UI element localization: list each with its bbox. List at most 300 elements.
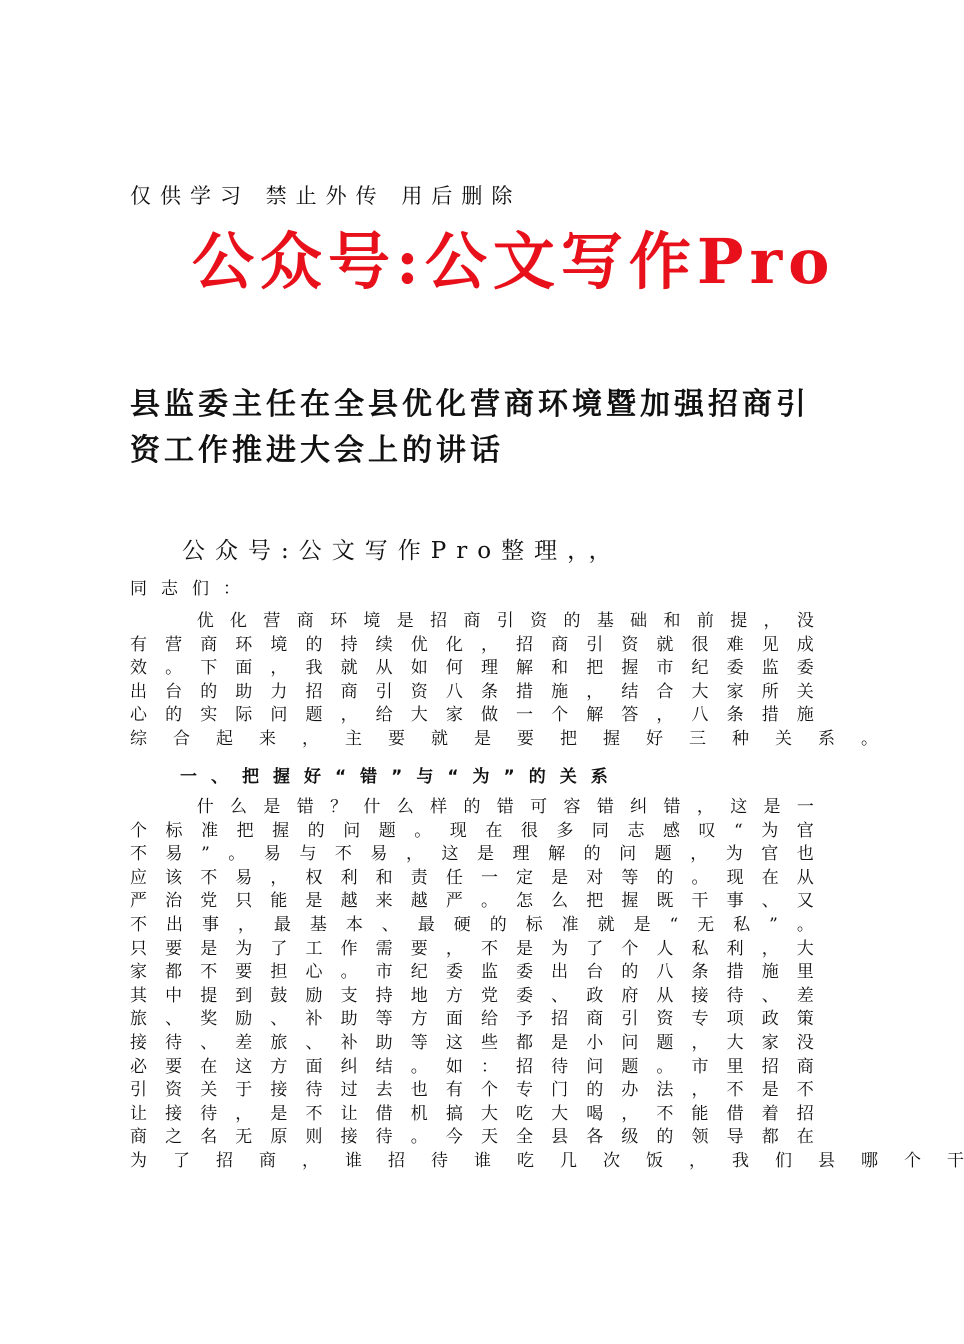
- text-char: 几: [560, 1150, 577, 1171]
- text-char: ，: [621, 1103, 639, 1124]
- text-line: [130, 961, 814, 985]
- text-char: 招: [305, 681, 323, 702]
- text-char: 结: [375, 1056, 393, 1077]
- text-char: 饭: [646, 1150, 663, 1171]
- text-char: 作: [340, 938, 358, 959]
- text-line: [130, 938, 814, 962]
- text-char: 谁: [474, 1150, 491, 1171]
- text-char: ，: [270, 867, 288, 888]
- text-char: 。: [796, 914, 814, 935]
- text-char: 条: [726, 705, 744, 726]
- text-char: ，: [302, 728, 319, 749]
- text-char: 题: [378, 820, 396, 841]
- text-char: 地: [410, 985, 428, 1006]
- text-char: 面: [445, 1009, 463, 1030]
- text-char: 个: [621, 938, 639, 959]
- text-char: 、: [305, 1032, 323, 1053]
- text-char: ？: [330, 797, 348, 817]
- text-char: 题: [656, 1032, 674, 1053]
- text-char: 把: [586, 658, 604, 679]
- text-char: 助: [235, 681, 253, 702]
- text-char: 施: [796, 705, 814, 726]
- text-char: 标: [525, 914, 543, 935]
- text-line: [130, 728, 878, 752]
- text-char: 和: [663, 611, 681, 631]
- text-line: [130, 1103, 814, 1127]
- text-char: 错: [596, 797, 614, 817]
- text-char: 严: [130, 891, 147, 912]
- text-char: ，: [761, 938, 779, 959]
- text-char: 大: [796, 938, 814, 959]
- text-char: 和: [375, 867, 393, 888]
- text-char: 把: [236, 820, 254, 841]
- text-char: 办: [621, 1080, 639, 1101]
- text-char: 不: [796, 1080, 814, 1101]
- text-char: 从: [656, 985, 674, 1006]
- text-char: 出: [551, 962, 569, 983]
- text-char: 是: [633, 914, 651, 935]
- text-char: 这: [445, 1032, 463, 1053]
- text-char: 严: [445, 891, 463, 912]
- text-char: 题: [654, 844, 672, 865]
- text-char: 条: [480, 681, 498, 702]
- text-char: 种: [732, 728, 749, 749]
- text-char: 小: [586, 1032, 604, 1053]
- text-char: 招: [516, 1056, 534, 1077]
- text-char: 错: [663, 797, 681, 817]
- text-char: 大: [410, 705, 428, 726]
- text-char: 很: [520, 820, 538, 841]
- text-char: 让: [340, 1103, 358, 1124]
- text-char: 台: [165, 681, 183, 702]
- text-char: 和: [551, 658, 569, 679]
- text-char: 过: [340, 1080, 358, 1101]
- text-char: 了: [173, 1150, 190, 1171]
- text-char: 支: [340, 985, 358, 1006]
- text-char: 于: [235, 1080, 253, 1101]
- text-char: 招: [516, 634, 534, 655]
- paragraph-2: [130, 796, 964, 1174]
- text-char: 最: [273, 914, 291, 935]
- text-char: 易: [165, 844, 183, 865]
- text-char: 答: [621, 705, 639, 726]
- text-char: 在: [796, 1127, 814, 1148]
- text-char: 全: [516, 1127, 534, 1148]
- text-char: 是: [305, 891, 323, 912]
- text-char: 是: [516, 938, 534, 959]
- text-char: 待: [165, 1032, 183, 1053]
- text-char: 续: [375, 634, 393, 655]
- text-char: 都: [516, 1032, 534, 1053]
- text-char: 做: [480, 705, 498, 726]
- text-char: 家: [445, 705, 463, 726]
- text-char: 来: [259, 728, 276, 749]
- text-char: 环: [235, 634, 253, 655]
- text-char: 来: [375, 891, 393, 912]
- text-char: 我: [305, 658, 323, 679]
- text-char: 的: [656, 1127, 674, 1148]
- text-char: ”: [201, 844, 210, 865]
- text-char: 的: [165, 705, 183, 726]
- text-char: 有: [130, 634, 147, 655]
- text-char: 招: [761, 1056, 779, 1077]
- text-char: 吃: [517, 1150, 534, 1171]
- source-line: 公众号:公文写作Pro整理，，: [182, 538, 622, 564]
- text-char: 利: [726, 938, 744, 959]
- text-char: 化: [445, 634, 463, 655]
- text-char: 。: [656, 1056, 674, 1077]
- text-char: 让: [130, 1103, 147, 1124]
- text-char: 、: [381, 914, 399, 935]
- text-char: 心: [130, 705, 147, 726]
- text-char: 这: [235, 1056, 253, 1077]
- text-char: 怎: [516, 891, 534, 912]
- text-char: 任: [445, 867, 463, 888]
- text-char: 同: [591, 820, 609, 841]
- text-char: 标: [165, 820, 183, 841]
- text-char: 都: [165, 962, 183, 983]
- text-char: 八: [656, 962, 674, 983]
- text-char: 委: [796, 658, 814, 679]
- text-char: 商: [130, 1127, 147, 1148]
- text-char: 委: [445, 962, 463, 983]
- text-char: 委: [516, 985, 534, 1006]
- text-char: 家: [726, 681, 744, 702]
- text-char: 到: [235, 985, 253, 1006]
- text-char: 。: [410, 1127, 428, 1148]
- text-char: 差: [796, 985, 814, 1006]
- text-char: 握: [621, 891, 639, 912]
- text-char: 不: [200, 962, 218, 983]
- text-char: 责: [410, 867, 428, 888]
- text-line: [130, 610, 814, 634]
- text-char: 资: [410, 681, 428, 702]
- text-char: 境: [363, 611, 381, 631]
- text-char: 商: [296, 611, 314, 631]
- text-char: 易: [370, 844, 388, 865]
- text-char: ，: [235, 1103, 253, 1124]
- text-char: 优: [410, 634, 428, 655]
- text-char: 官: [796, 820, 814, 841]
- text-char: 接: [165, 1103, 183, 1124]
- text-char: 难: [726, 634, 744, 655]
- text-char: 里: [796, 962, 814, 983]
- text-char: 励: [235, 1009, 253, 1030]
- text-char: 引: [375, 681, 393, 702]
- text-char: 引: [496, 611, 514, 631]
- text-char: 商: [796, 1056, 814, 1077]
- text-char: 招: [216, 1150, 233, 1171]
- text-char: 为: [725, 844, 743, 865]
- text-char: 。: [165, 658, 183, 679]
- text-char: 如: [445, 1056, 463, 1077]
- text-char: 的: [563, 611, 581, 631]
- text-line: [130, 843, 814, 867]
- text-char: 不: [130, 914, 147, 935]
- text-char: 综: [130, 728, 147, 749]
- text-char: 监: [761, 658, 779, 679]
- text-char: 一: [480, 867, 498, 888]
- text-char: 个: [130, 820, 147, 841]
- text-char: “: [669, 914, 679, 935]
- text-char: 持: [340, 634, 358, 655]
- text-char: 专: [691, 1009, 709, 1030]
- text-char: 。: [228, 844, 246, 865]
- salutation: 同志们：: [130, 579, 254, 599]
- text-char: 只: [130, 938, 147, 959]
- text-char: 什: [363, 797, 381, 817]
- text-char: 予: [516, 1009, 534, 1030]
- text-char: 接: [130, 1032, 147, 1053]
- text-char: 权: [305, 867, 323, 888]
- text-char: 县: [551, 1127, 569, 1148]
- text-char: 志: [627, 820, 645, 841]
- text-char: 党: [480, 985, 498, 1006]
- text-char: 。: [340, 962, 358, 983]
- text-char: 问: [619, 844, 637, 865]
- text-char: [130, 610, 147, 634]
- text-char: 的: [656, 867, 674, 888]
- text-char: 一: [796, 797, 814, 817]
- text-char: 商: [586, 1009, 604, 1030]
- text-char: 么: [551, 891, 569, 912]
- text-char: 越: [340, 891, 358, 912]
- text-char: 问: [586, 1056, 604, 1077]
- text-char: 委: [726, 658, 744, 679]
- text-char: 大: [551, 1103, 569, 1124]
- text-char: 结: [621, 681, 639, 702]
- text-char: 担: [270, 962, 288, 983]
- text-char: 等: [375, 1009, 393, 1030]
- text-char: 必: [130, 1056, 147, 1077]
- text-char: 台: [586, 962, 604, 983]
- text-char: 面: [305, 1056, 323, 1077]
- text-char: 励: [305, 985, 323, 1006]
- text-char: 握: [621, 658, 639, 679]
- text-char: 无: [235, 1127, 253, 1148]
- text-char: 样: [430, 797, 448, 817]
- text-char: 资: [165, 1080, 183, 1101]
- text-char: 下: [200, 658, 218, 679]
- text-char: 也: [410, 1080, 428, 1101]
- text-char: 待: [726, 985, 744, 1006]
- text-char: 见: [761, 634, 779, 655]
- text-char: 、: [761, 891, 779, 912]
- text-char: 大: [691, 681, 709, 702]
- text-char: 营: [263, 611, 281, 631]
- text-char: 错: [296, 797, 314, 817]
- text-char: 现: [726, 867, 744, 888]
- text-char: 要: [235, 962, 253, 983]
- text-char: 化: [230, 611, 248, 631]
- text-char: ，: [302, 1150, 319, 1171]
- text-char: 越: [410, 891, 428, 912]
- notice-text: 仅供学习 禁止外传 用后删除: [130, 184, 522, 208]
- text-char: 要: [410, 938, 428, 959]
- text-char: 在: [200, 1056, 218, 1077]
- text-char: 就: [431, 728, 448, 749]
- text-char: ，: [691, 1032, 709, 1053]
- text-char: 什: [196, 797, 214, 817]
- text-char: 是: [551, 1032, 569, 1053]
- text-char: 关: [796, 681, 814, 702]
- text-char: 是: [263, 797, 281, 817]
- text-char: 定: [516, 867, 534, 888]
- text-char: 家: [130, 962, 147, 983]
- text-char: [163, 610, 180, 634]
- text-char: 基: [596, 611, 614, 631]
- text-char: 前: [696, 611, 714, 631]
- text-char: 易: [235, 867, 253, 888]
- text-char: 。: [410, 1056, 428, 1077]
- text-char: 本: [345, 914, 363, 935]
- text-char: 商: [340, 681, 358, 702]
- text-char: 旅: [270, 1032, 288, 1053]
- text-char: 解: [548, 844, 566, 865]
- text-char: 喝: [586, 1103, 604, 1124]
- text-line: [130, 657, 814, 681]
- text-char: 次: [603, 1150, 620, 1171]
- text-char: 如: [410, 658, 428, 679]
- text-char: 基: [309, 914, 327, 935]
- text-char: 接: [691, 985, 709, 1006]
- text-char: 官: [761, 844, 779, 865]
- text-char: 效: [130, 658, 147, 679]
- text-char: 八: [691, 705, 709, 726]
- text-char: 个: [551, 705, 569, 726]
- text-char: 利: [340, 867, 358, 888]
- text-char: 等: [621, 867, 639, 888]
- text-char: 去: [375, 1080, 393, 1101]
- text-char: 领: [691, 1127, 709, 1148]
- text-char: 事: [201, 914, 219, 935]
- text-char: ，: [691, 1080, 709, 1101]
- text-char: “: [734, 820, 743, 841]
- text-char: 问: [270, 705, 288, 726]
- text-char: 是: [477, 844, 495, 865]
- text-char: 府: [621, 985, 639, 1006]
- text-char: 理: [480, 658, 498, 679]
- text-char: 与: [299, 844, 317, 865]
- text-char: 机: [410, 1103, 428, 1124]
- text-char: 方: [410, 1009, 428, 1030]
- text-char: 合: [656, 681, 674, 702]
- text-char: 解: [586, 705, 604, 726]
- text-char: 差: [235, 1032, 253, 1053]
- text-char: 商: [200, 634, 218, 655]
- text-char: 施: [761, 962, 779, 983]
- text-char: 借: [726, 1103, 744, 1124]
- text-char: 不: [200, 867, 218, 888]
- text-char: 治: [165, 891, 183, 912]
- text-char: 大: [726, 1032, 744, 1053]
- text-char: 既: [656, 891, 674, 912]
- text-line: [130, 1056, 814, 1080]
- text-char: ，: [480, 634, 498, 655]
- text-char: 准: [561, 914, 579, 935]
- text-char: 。: [691, 867, 709, 888]
- text-char: 了: [586, 938, 604, 959]
- text-char: 纠: [340, 1056, 358, 1077]
- text-char: 补: [340, 1032, 358, 1053]
- text-char: 为: [551, 938, 569, 959]
- text-char: 给: [480, 1009, 498, 1030]
- text-char: 引: [130, 1080, 147, 1101]
- text-char: 不: [480, 938, 498, 959]
- text-char: 在: [761, 867, 779, 888]
- text-char: 容: [563, 797, 581, 817]
- text-char: ，: [696, 797, 714, 817]
- text-char: 中: [165, 985, 183, 1006]
- text-char: ，: [690, 844, 708, 865]
- text-char: 问: [343, 820, 361, 841]
- text-char: 专: [516, 1080, 534, 1101]
- text-char: ，: [270, 658, 288, 679]
- text-char: 待: [305, 1080, 323, 1101]
- text-char: 资: [530, 611, 548, 631]
- text-char: 有: [445, 1080, 463, 1101]
- text-char: 就: [597, 914, 615, 935]
- text-char: 党: [200, 891, 218, 912]
- text-char: 很: [691, 634, 709, 655]
- text-char: 助: [375, 1032, 393, 1053]
- text-char: 环: [330, 611, 348, 631]
- text-char: 、: [200, 1032, 218, 1053]
- text-char: 资: [621, 634, 639, 655]
- text-char: 不: [726, 1080, 744, 1101]
- text-char: 不: [130, 844, 147, 865]
- text-char: 从: [796, 867, 814, 888]
- text-char: 。: [480, 891, 498, 912]
- text-char: 从: [375, 658, 393, 679]
- text-char: 际: [235, 705, 253, 726]
- text-char: 。: [414, 820, 432, 841]
- text-char: 应: [130, 867, 147, 888]
- section-heading-1: 一、把握好“错”与“为”的关系: [180, 767, 622, 787]
- text-char: 系: [818, 728, 835, 749]
- text-char: 旅: [130, 1009, 147, 1030]
- text-char: 八: [445, 681, 463, 702]
- text-char: 委: [516, 962, 534, 983]
- text-char: 导: [726, 1127, 744, 1148]
- text-line: [130, 704, 814, 728]
- text-char: 现: [449, 820, 467, 841]
- text-char: 引: [621, 1009, 639, 1030]
- text-char: 给: [375, 705, 393, 726]
- text-char: 何: [445, 658, 463, 679]
- text-char: 干: [691, 891, 709, 912]
- text-char: [163, 796, 180, 820]
- text-char: 方: [445, 985, 463, 1006]
- text-char: 该: [165, 867, 183, 888]
- text-char: 、: [270, 1009, 288, 1030]
- text-char: 关: [775, 728, 792, 749]
- text-char: 没: [796, 1032, 814, 1053]
- text-char: 县: [818, 1150, 835, 1171]
- text-char: 补: [305, 1009, 323, 1030]
- text-char: 吃: [516, 1103, 534, 1124]
- text-char: 商: [551, 634, 569, 655]
- text-char: 工: [305, 938, 323, 959]
- text-char: 心: [305, 962, 323, 983]
- text-char: 出: [165, 914, 183, 935]
- text-char: 措: [761, 705, 779, 726]
- text-char: 题: [621, 1056, 639, 1077]
- text-char: 接: [340, 1127, 358, 1148]
- text-char: 持: [375, 985, 393, 1006]
- text-char: 不: [334, 844, 352, 865]
- text-char: 出: [130, 681, 147, 702]
